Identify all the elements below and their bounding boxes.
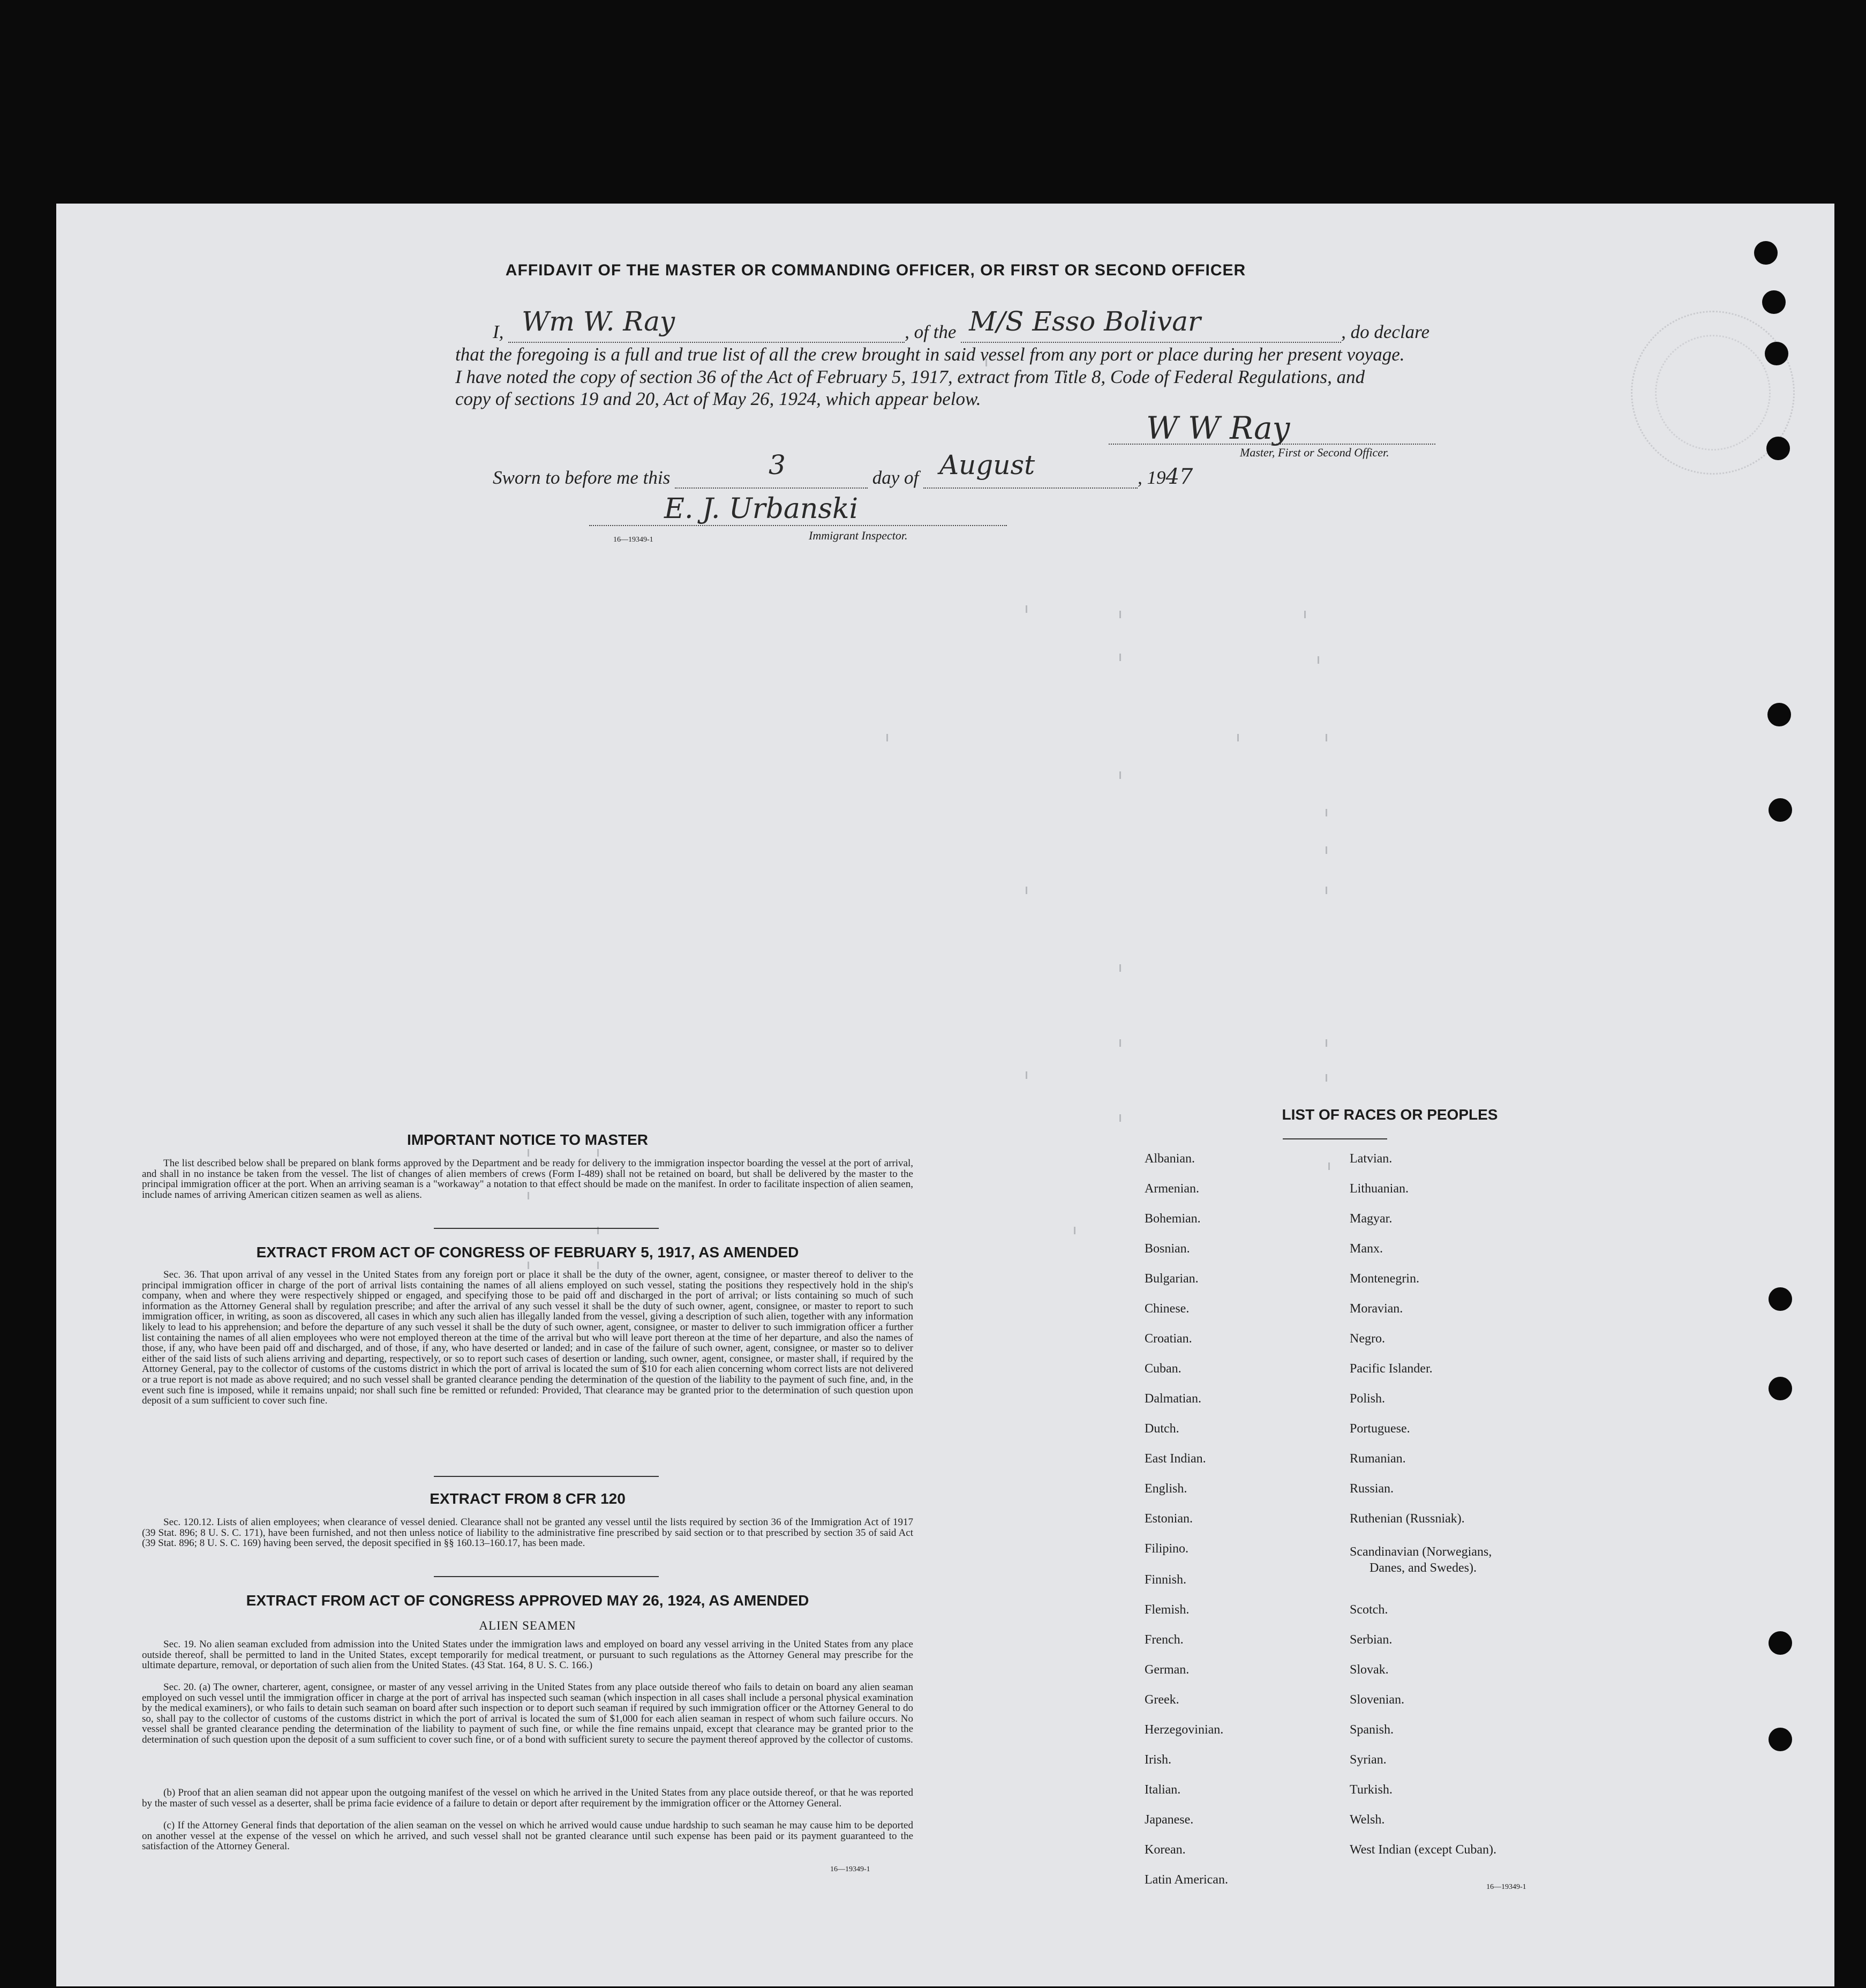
race-item: West Indian (except Cuban). <box>1350 1843 1496 1857</box>
sworn-year-prefix: , 19 <box>1137 467 1166 488</box>
inspector-signature-line <box>589 525 1007 526</box>
race-item: Manx. <box>1350 1242 1383 1256</box>
race-item: Scotch. <box>1350 1603 1388 1617</box>
extract-1924-sec19: Sec. 19. No alien seaman excluded from admission into the United States under the immigration laws and employed on board any vessel arriving in the United States from any place outside thereof, shall be permitted to land in the United States, except temporarily for medical treatment, or pursuant to such regulations as the Attorney General may prescribe for the ultimate departure, removal, or deportation of such alien from the United States. (43 Stat. 164, 8 U. S. C. 166.) <box>142 1639 913 1671</box>
document-sheet <box>56 204 1834 1986</box>
race-item: Spanish. <box>1350 1723 1394 1737</box>
race-item: Montenegrin. <box>1350 1272 1419 1286</box>
affidavit-line-1-prefix: I, <box>493 321 504 342</box>
race-item: Rumanian. <box>1350 1452 1406 1466</box>
extract-1924-form-number: 16—19349-1 <box>830 1865 870 1873</box>
extract-cfr-title: EXTRACT FROM 8 CFR 120 <box>430 1490 626 1507</box>
race-item: Moravian. <box>1350 1302 1403 1316</box>
race-item: Dalmatian. <box>1145 1392 1201 1406</box>
rule-3 <box>434 1576 659 1577</box>
affidavit-line-1-mid: , of the <box>905 321 957 342</box>
race-item: Irish. <box>1145 1753 1171 1767</box>
race-item: Italian. <box>1145 1783 1181 1797</box>
race-item: Bohemian. <box>1145 1212 1201 1226</box>
race-item: Danes, and Swedes). <box>1370 1561 1477 1575</box>
race-item: Bosnian. <box>1145 1242 1190 1256</box>
races-title-rule <box>1283 1138 1387 1139</box>
signature-line <box>1109 444 1435 445</box>
sworn-day-line <box>675 449 868 489</box>
race-item: Greek. <box>1145 1693 1179 1707</box>
affidavit-line-1-suffix: , do declare <box>1341 321 1430 342</box>
race-item: Negro. <box>1350 1332 1385 1346</box>
inspector-caption: Immigrant Inspector. <box>809 529 908 542</box>
race-item: Albanian. <box>1145 1152 1195 1166</box>
race-item: Armenian. <box>1145 1182 1199 1196</box>
race-item: Estonian. <box>1145 1512 1193 1526</box>
race-item: Chinese. <box>1145 1302 1190 1316</box>
race-item: Slovak. <box>1350 1663 1389 1677</box>
race-item: French. <box>1145 1633 1184 1647</box>
sworn-day-handwriting: 3 <box>768 449 786 481</box>
extract-1924-sec20b: (b) Proof that an alien seaman did not appear upon the outgoing manifest of the vessel on which he arrived in the United States from any place outside thereof, or that he was reported by the master of such vessel as a deserter, shall be prima facie evidence of a failure to detain or deport after requirement by the immigration officer or the Attorney General. <box>142 1787 913 1809</box>
race-item: Korean. <box>1145 1843 1186 1857</box>
rule-2 <box>434 1476 659 1477</box>
notice-body: The list described below shall be prepared on blank forms approved by the Department and be ready for delivery to the immigration inspector boarding the vessel at the port of arrival, and shall in no instance be taken from the vessel. The list of changes of alien members of crews (Form I-489) shall not be retained on board, but shall be delivered by the master to the principal immigration officer at the port. When an arriving seaman is a "workaway" a notation to that effect should be made on the manifest. In order to facilitate inspection of alien seamen, include names of arriving American citizen seamen as well as aliens. <box>142 1158 913 1201</box>
affidavit-line-1 <box>493 306 1505 343</box>
race-item: Finnish. <box>1145 1573 1187 1587</box>
race-item: East Indian. <box>1145 1452 1206 1466</box>
race-item: Flemish. <box>1145 1603 1190 1617</box>
extract-1924-subtitle: ALIEN SEAMEN <box>479 1619 576 1632</box>
extract-cfr-body: Sec. 120.12. Lists of alien employees; when clearance of vessel denied. Clearance shall not be granted any vessel until the lists required by section 36 of the Immigration Act of 1917 (39 Stat. 896; 8 U. S. C. 171), have been furnished, and not then unless notice of liability to the administrative fine prescribed by said section or to that prescribed by section 35 of said Act (39 Stat. 896; 8 U. S. C. 169) having been served, the deposit specified in §§ 160.13–160.17, has been made. <box>142 1517 913 1549</box>
race-item: Cuban. <box>1145 1362 1182 1376</box>
sworn-month-line <box>923 449 1138 489</box>
master-signature: W W Ray <box>1146 410 1290 446</box>
master-name-handwriting: Wm W. Ray <box>522 306 675 337</box>
sworn-year-handwriting: 47 <box>1165 464 1193 489</box>
affidavit-line-2: that the foregoing is a full and true list of all the crew brought in said vessel from any port or place during her present voyage. <box>455 344 1405 365</box>
race-item: Lithuanian. <box>1350 1182 1409 1196</box>
vessel-name-handwriting: M/S Esso Bolivar <box>969 306 1201 337</box>
vessel-name-line <box>961 306 1341 343</box>
race-item: Bulgarian. <box>1145 1272 1199 1286</box>
races-form-number: 16—19349-1 <box>1486 1883 1526 1891</box>
extract-1924-sec20c: (c) If the Attorney General finds that deportation of the alien seaman on the vessel on which he arrived would cause undue hardship to such seaman he may cause him to be deported on another vessel at the expense of the vessel on which he arrived, and such vessel shall not be granted clearance until such expense has been paid or its payment guaranteed to the satisfaction of the Attorney General. <box>142 1820 913 1852</box>
notice-title: IMPORTANT NOTICE TO MASTER <box>407 1131 649 1148</box>
extract-1924-sec20a: Sec. 20. (a) The owner, charterer, agent, consignee, or master of any vessel arriving in the United States from any place outside thereof who fails to detain on board any alien seaman employed on such vessel until the immigration officer in charge at the port of arrival has inspected such seaman (which inspection in all cases shall include a personal physical examination by the medical examiners), or who fails to detain such seaman on board after such inspection or to deport such seaman if required by such immigration officer or the Attorney General to do so, shall pay to the collector of customs of the customs district in which the port of arrival is located the sum of $1,000 for each alien seaman in respect of whom such failure occurs. No vessel shall be granted clearance pending the determination of the liability to payment of such fine, or while the fine remains unpaid, except that clearance may be granted prior to the determination of such question upon the deposit of a sum sufficient to cover such fine, or of a bond with sufficient surety to secure the payment thereof approved by the collector of customs. <box>142 1682 913 1745</box>
faint-seal-stamp-inner <box>1655 335 1771 451</box>
race-item: English. <box>1145 1482 1187 1496</box>
sworn-line <box>493 449 1193 489</box>
affidavit-line-3: I have noted the copy of section 36 of the Act of February 5, 1917, extract from Title 8, Code of Federal Regulations, and <box>455 366 1365 387</box>
race-item: Latin American. <box>1145 1873 1228 1887</box>
affidavit-line-4: copy of sections 19 and 20, Act of May 26, 1924, which appear below. <box>455 388 981 409</box>
race-item: Turkish. <box>1350 1783 1393 1797</box>
affidavit-form-number: 16—19349-1 <box>613 536 653 544</box>
race-item: Herzegovinian. <box>1145 1723 1224 1737</box>
sworn-prefix: Sworn to before me this <box>493 467 671 488</box>
race-item: Syrian. <box>1350 1753 1387 1767</box>
race-item: Pacific Islander. <box>1350 1362 1433 1376</box>
race-item: Latvian. <box>1350 1152 1393 1166</box>
inspector-signature: E. J. Urbanski <box>664 493 859 525</box>
race-item: Welsh. <box>1350 1813 1385 1827</box>
races-title: LIST OF RACES OR PEOPLES <box>1282 1106 1498 1123</box>
master-name-line <box>508 306 905 343</box>
race-item: Ruthenian (Russniak). <box>1350 1512 1465 1526</box>
race-item: Russian. <box>1350 1482 1394 1496</box>
sworn-month-handwriting: August <box>939 449 1035 481</box>
race-item: Polish. <box>1350 1392 1386 1406</box>
race-item: Scandinavian (Norwegians, <box>1350 1545 1492 1559</box>
race-item: German. <box>1145 1663 1190 1677</box>
race-item: Slovenian. <box>1350 1693 1404 1707</box>
race-item: Serbian. <box>1350 1633 1393 1647</box>
race-item: Filipino. <box>1145 1542 1189 1556</box>
rule-1 <box>434 1228 659 1229</box>
race-item: Croatian. <box>1145 1332 1192 1346</box>
race-item: Magyar. <box>1350 1212 1393 1226</box>
race-item: Japanese. <box>1145 1813 1194 1827</box>
race-item: Portuguese. <box>1350 1422 1410 1436</box>
signature-caption: Master, First or Second Officer. <box>1240 446 1389 459</box>
extract-1917-title: EXTRACT FROM ACT OF CONGRESS OF FEBRUARY 5, 1917, AS AMENDED <box>256 1244 799 1261</box>
affidavit-title: AFFIDAVIT OF THE MASTER OR COMMANDING OFFICER, OR FIRST OR SECOND OFFICER <box>505 261 1246 279</box>
sworn-day-of: day of <box>872 467 919 488</box>
race-item: Dutch. <box>1145 1422 1179 1436</box>
extract-1924-title: EXTRACT FROM ACT OF CONGRESS APPROVED MAY 26, 1924, AS AMENDED <box>246 1592 809 1609</box>
extract-1917-body: Sec. 36. That upon arrival of any vessel in the United States from any foreign port or place it shall be the duty of the owner, agent, consignee, or master thereof to deliver to the principal immigration officer in charge of the port of arrival lists containing the names of all aliens employed on such vessel, stating the positions they respectively hold in the ship's company, when and where they were respectively shipped or engaged, and specifying those to be paid off and discharged in the port of arrival; or lists containing so much of such information as the Attorney General shall by regulation prescribe; and after the arrival of any such vessel it shall be the duty of such owner, agent, consignee, or master to report to such immigration officer, in writing, as soon as discovered, all cases in which any such alien has illegally landed from the vessel, giving a description of such alien, together with any information likely to lead to his apprehension; and before the departure of any such vessel it shall be the duty of such owner, agent, consignee, or master to deliver to such immigration officer a further list containing the names of all alien employees who were not employed thereon at the time of the arrival but who will leave port thereon at the time of her departure, and also the names of those, if any, who have been paid off and discharged, and of those, if any, who have deserted or landed; and in case of the failure of such owner, agent, consignee, or master so to deliver either of the said lists of such aliens arriving and departing, respectively, or so to report such cases of desertion or landing, such owner, agent, consignee, or master shall, if required by the Attorney General, pay to the collector of customs of the customs district in which the port of arrival is located the sum of $10 for each alien concerning whom correct lists are not delivered or a true report is not made as above required; and no such vessel shall be granted clearance pending the determination of the question of the liability to the payment of such fine, and, in the event such fine is imposed, while it remains unpaid; nor shall such fine be remitted or refunded: Provided, That clearance may be granted prior to the determination of such question upon deposit of a sum sufficient to cover such fine. <box>142 1269 913 1407</box>
